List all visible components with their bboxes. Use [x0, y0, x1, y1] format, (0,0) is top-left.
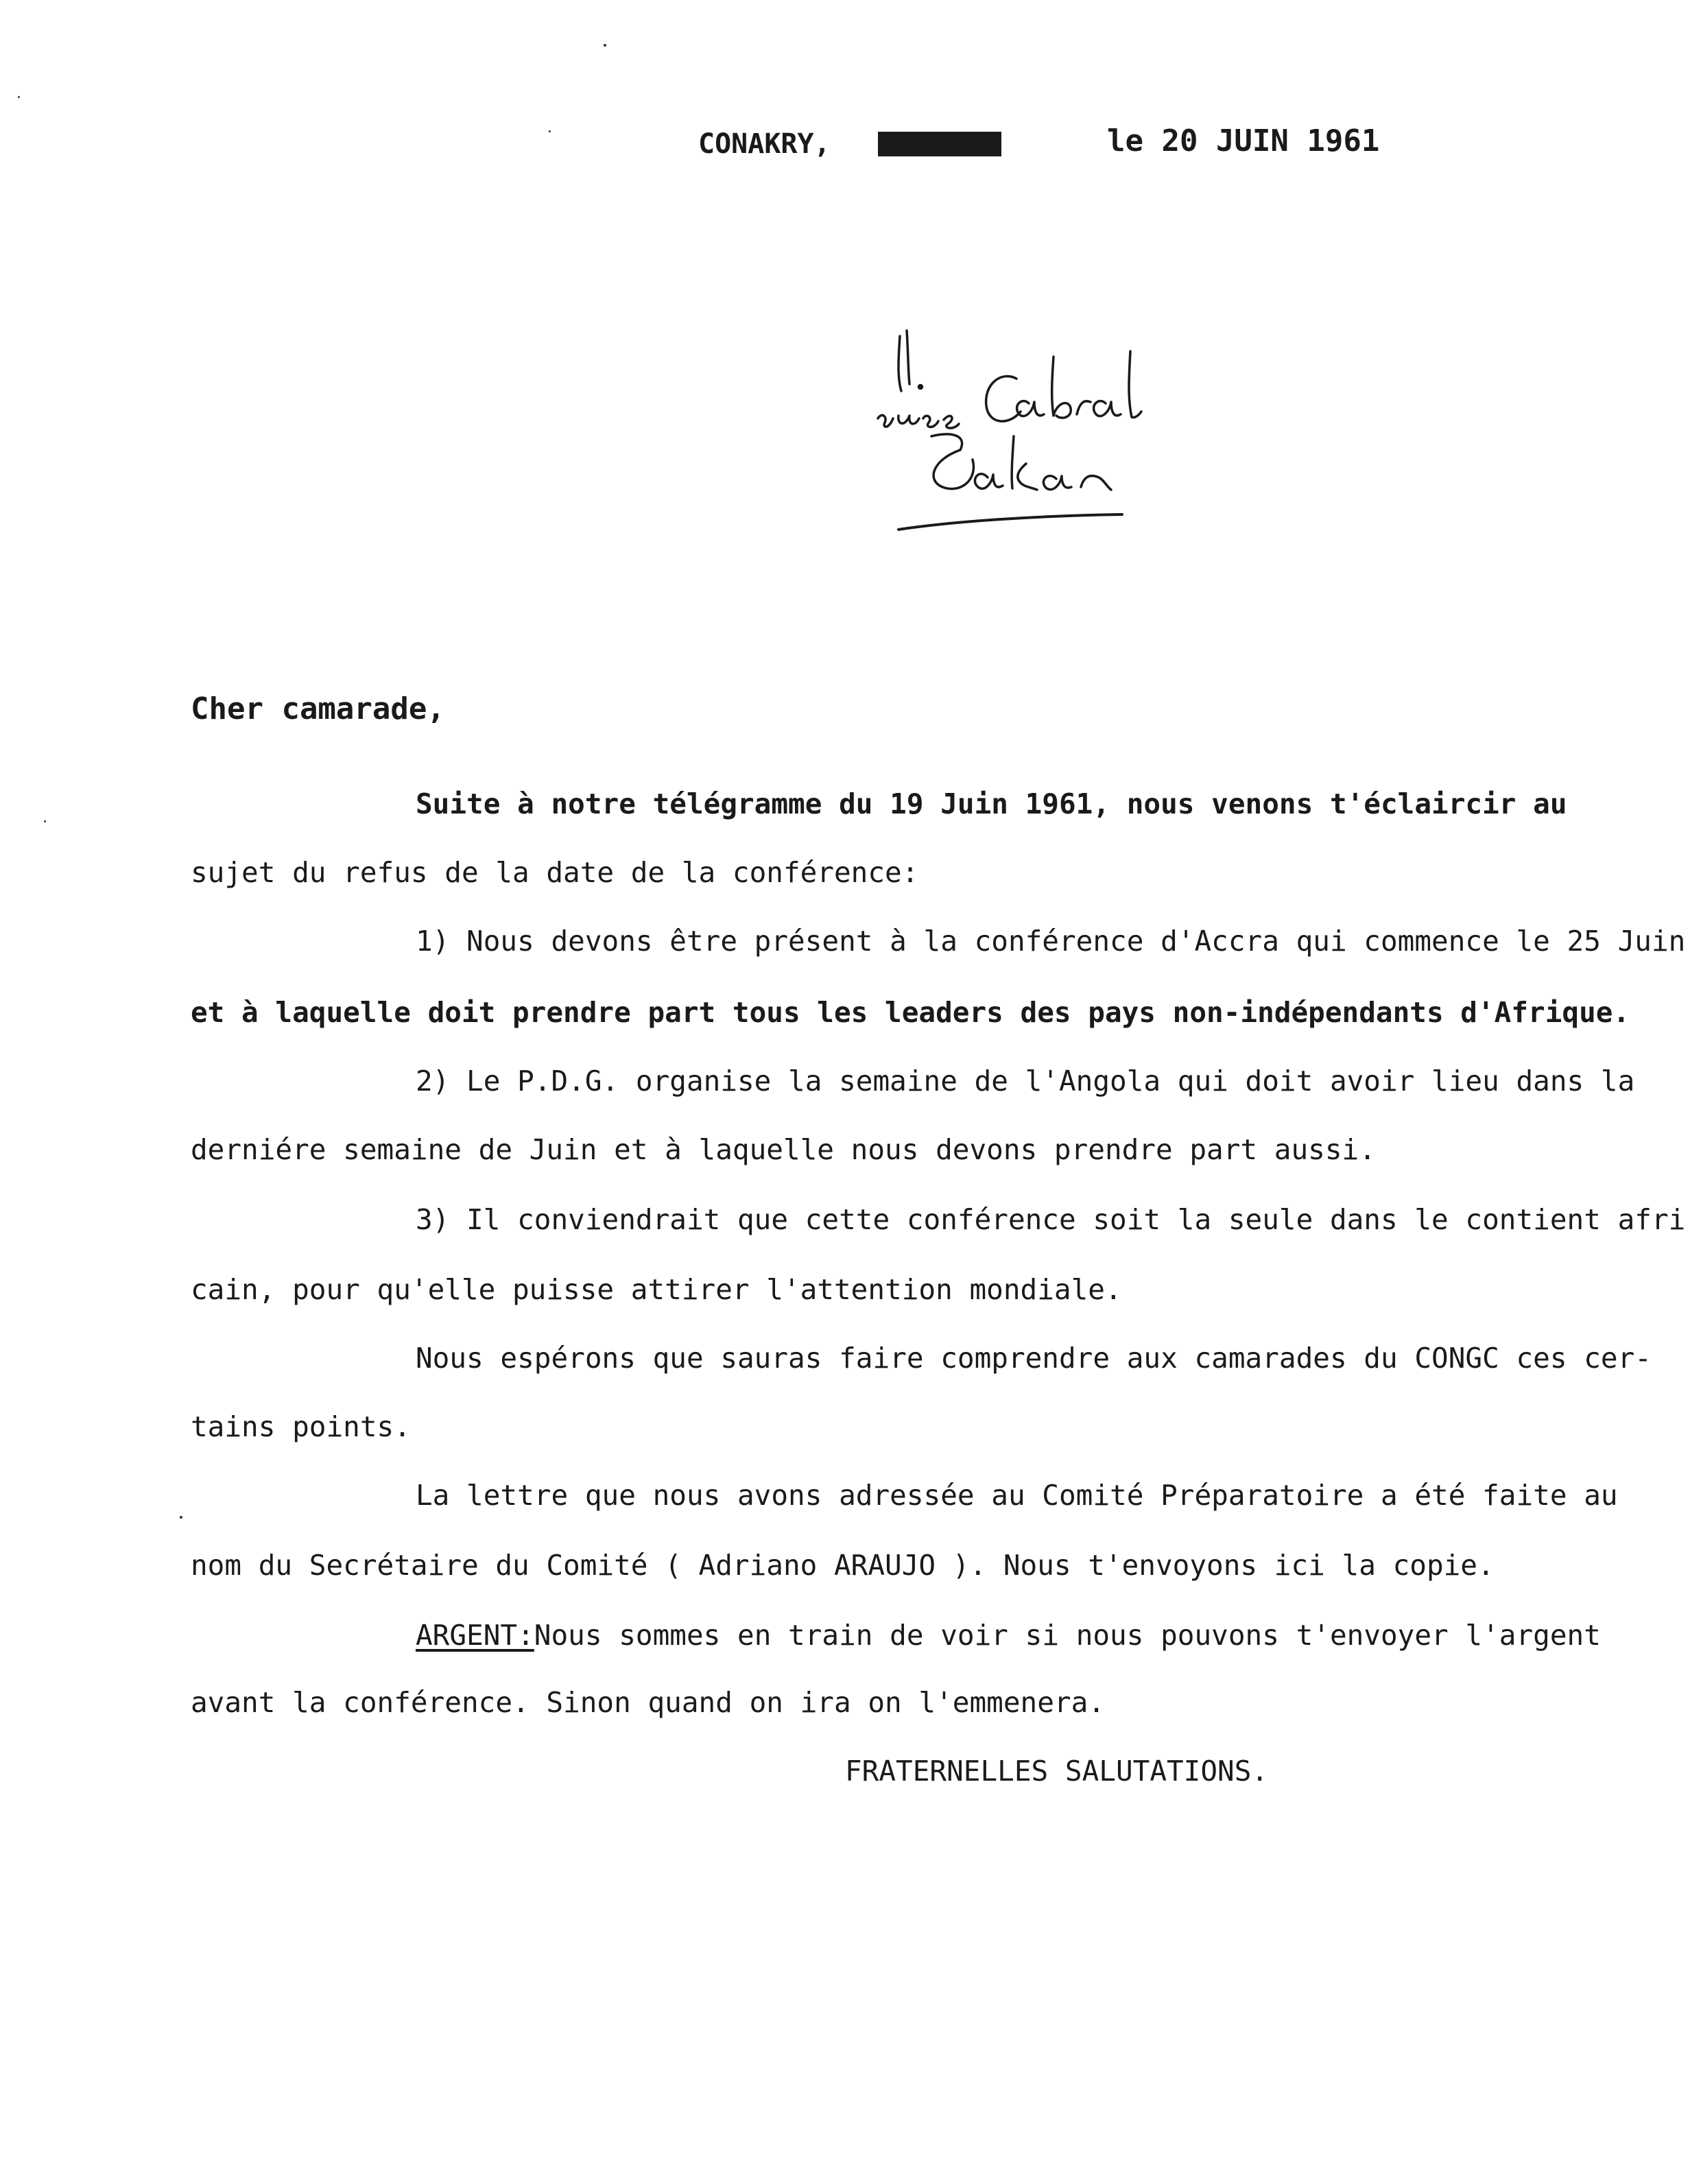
paragraph-2-line-1: Nous espérons que sauras faire comprendre aux camarades du CONGC ces cer-	[416, 1342, 1652, 1375]
scan-speck	[180, 1516, 182, 1519]
closing: FRATERNELLES SALUTATIONS.	[845, 1755, 1269, 1788]
header-date: le 20 JUIN 1961	[1107, 123, 1380, 158]
paragraph-4-line-1	[416, 1619, 1601, 1652]
paragraph-4-line-2: avant la conférence. Sinon quand on ira on l'emmenera.	[191, 1686, 1105, 1719]
scan-speck	[44, 820, 46, 822]
paragraph-2-line-2: tains points.	[191, 1410, 411, 1443]
header-place: CONAKRY,	[698, 128, 831, 160]
item-1-line-1: 1) Nous devons être présent à la conférence d'Accra qui commence le 25 Juin	[416, 925, 1686, 958]
paragraph-1-line-2: sujet du refus de la date de la conférence:	[191, 856, 919, 889]
argent-label: ARGENT:	[416, 1619, 534, 1652]
struck-out-text	[878, 132, 1001, 156]
paragraph-4-line-1-text: Nous sommes en train de voir si nous pouvons t'envoyer l'argent	[534, 1619, 1601, 1652]
item-1-line-2: et à laquelle doit prendre part tous les leaders des pays non-indépendants d'Afrique.	[191, 996, 1630, 1029]
scan-speck	[18, 96, 20, 98]
salutation: Cher camarade,	[191, 691, 445, 726]
handwritten-addressee-drawing	[857, 316, 1187, 542]
scan-speck	[549, 130, 551, 132]
scan-speck	[604, 44, 606, 47]
paragraph-1-line-1: Suite à notre télégramme du 19 Juin 1961, nous venons t'éclaircir au	[416, 787, 1567, 820]
item-3-line-2: cain, pour qu'elle puisse attirer l'attention mondiale.	[191, 1273, 1122, 1306]
paragraph-3-line-2: nom du Secrétaire du Comité ( Adriano ARAUJO ). Nous t'envoyons ici la copie.	[191, 1549, 1495, 1582]
paragraph-3-line-1: La lettre que nous avons adressée au Comité Préparatoire a été faite au	[416, 1479, 1618, 1512]
item-2-line-1: 2) Le P.D.G. organise la semaine de l'Angola qui doit avoir lieu dans la	[416, 1065, 1635, 1097]
item-3-line-1: 3) Il conviendrait que cette conférence soit la seule dans le contient afri	[416, 1203, 1686, 1236]
item-2-line-2: derniére semaine de Juin et à laquelle nous devons prendre part aussi.	[191, 1133, 1376, 1166]
